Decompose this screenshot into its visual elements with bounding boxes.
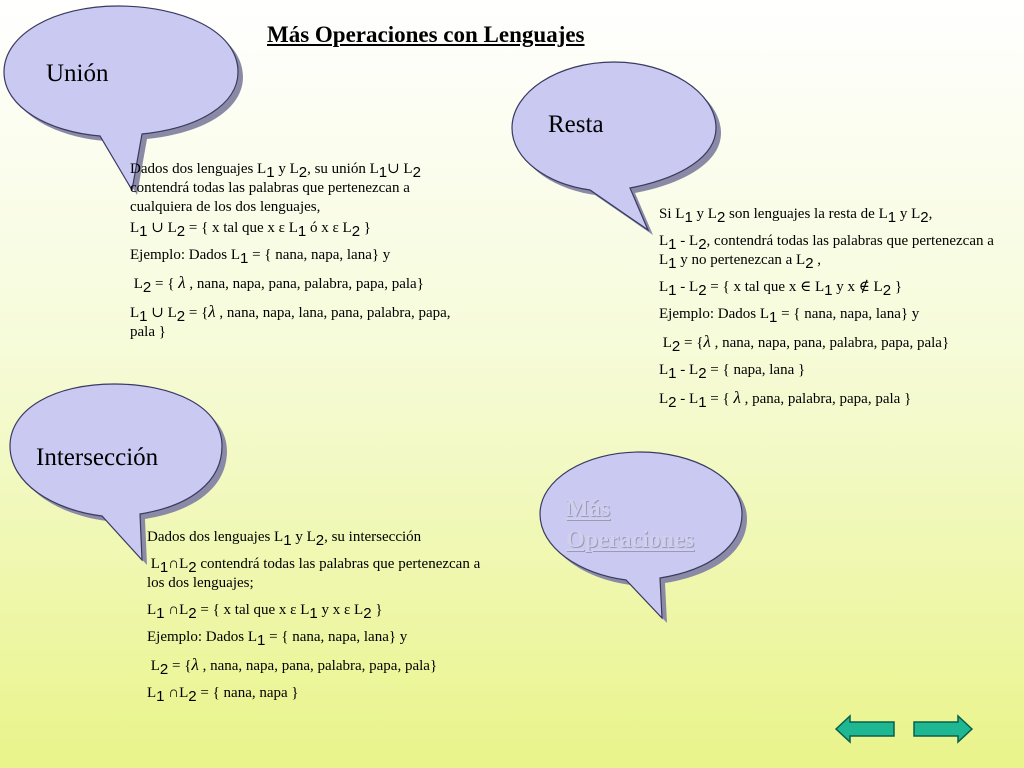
resta-description: $L_1 - L_2$, contendrá todas las palabras que pertenezcan a $L_1$ y no pertenezcan a $L_2$ ,	[659, 233, 994, 272]
lambda-icon: λ	[178, 273, 186, 292]
resta-intro: Si $L_1$ y $L_2$ son lenguajes la resta de $L_1$ y $L_2$,	[659, 206, 933, 226]
lambda-icon: λ	[191, 655, 199, 674]
interseccion-l2: $L_2 = \{\lambda$ , nana, napa, pana, palabra, papa, pala}	[150, 655, 438, 678]
union-result: $L_1$ ∪ $L_2 = \{\lambda$ , nana, napa, lana, pana, palabra, papa, pala }	[130, 302, 451, 340]
interseccion-definition: $L_1$ $\cap L_2$ = { x tal que x ε $L_1$ y x ε $L_2$ }	[147, 602, 383, 622]
union-text	[130, 160, 475, 350]
interseccion-description: $L_1\cap L_2$ contendrá todas las palabras que pertenezcan a los dos lenguajes;	[147, 556, 481, 591]
arrow-right-icon	[914, 716, 972, 742]
bubble-label-interseccion: Intersección	[36, 444, 159, 471]
resta-result-2: $L_2 - L_1$ = { λ , pana, palabra, papa, pala }	[659, 388, 912, 411]
union-example: Ejemplo: Dados $L_1$ = { nana, napa, lana} y	[130, 247, 391, 267]
lambda-icon: λ	[733, 388, 741, 407]
arrow-left-icon	[836, 716, 894, 742]
union-l2: $L_2$ = { λ , nana, napa, pana, palabra, papa, pala}	[133, 273, 424, 296]
next-button[interactable]	[910, 714, 974, 744]
interseccion-text	[147, 528, 497, 711]
bubble-label-union: Unión	[46, 60, 109, 87]
page-title: Más Operaciones con Lenguajes	[267, 22, 585, 47]
interseccion-result: $L_1$ $\cap L_2$ = { nana, napa }	[147, 685, 299, 705]
lambda-icon: λ	[703, 332, 711, 351]
interseccion-intro: Dados dos lenguajes $L_1$ y $L_2$, su intersección	[147, 529, 422, 549]
bubble-label-resta: Resta	[548, 111, 604, 138]
resta-example: Ejemplo: Dados $L_1$ = { nana, napa, lana} y	[659, 306, 920, 326]
back-button[interactable]	[834, 714, 898, 744]
resta-l2: $L_2 = \{\lambda$ , nana, napa, pana, palabra, papa, pala}	[662, 332, 950, 355]
lambda-icon: λ	[208, 302, 216, 321]
union-intro: Dados dos lenguajes $L_1$ y $L_2$, su unión $L_1\cup$ $L_2$ contendrá todas las palabras que pertenezcan a cualquiera de los dos lenguajes,	[130, 161, 421, 215]
resta-text	[659, 205, 1009, 417]
resta-result-1: $L_1 - L_2$ = { napa, lana }	[659, 362, 806, 382]
interseccion-example: Ejemplo: Dados $L_1$ = { nana, napa, lana} y	[147, 629, 408, 649]
resta-definition: $L_1 - L_2$ = { x tal que x ∈ $L_1$ y x ∉ $L_2$ }	[659, 279, 903, 299]
mas-operaciones-link[interactable]: Más Operaciones	[566, 496, 694, 553]
union-definition: $L_1$ ∪ $L_2$ = { x tal que x ε $L_1$ ó x ε $L_2$ }	[130, 220, 371, 240]
